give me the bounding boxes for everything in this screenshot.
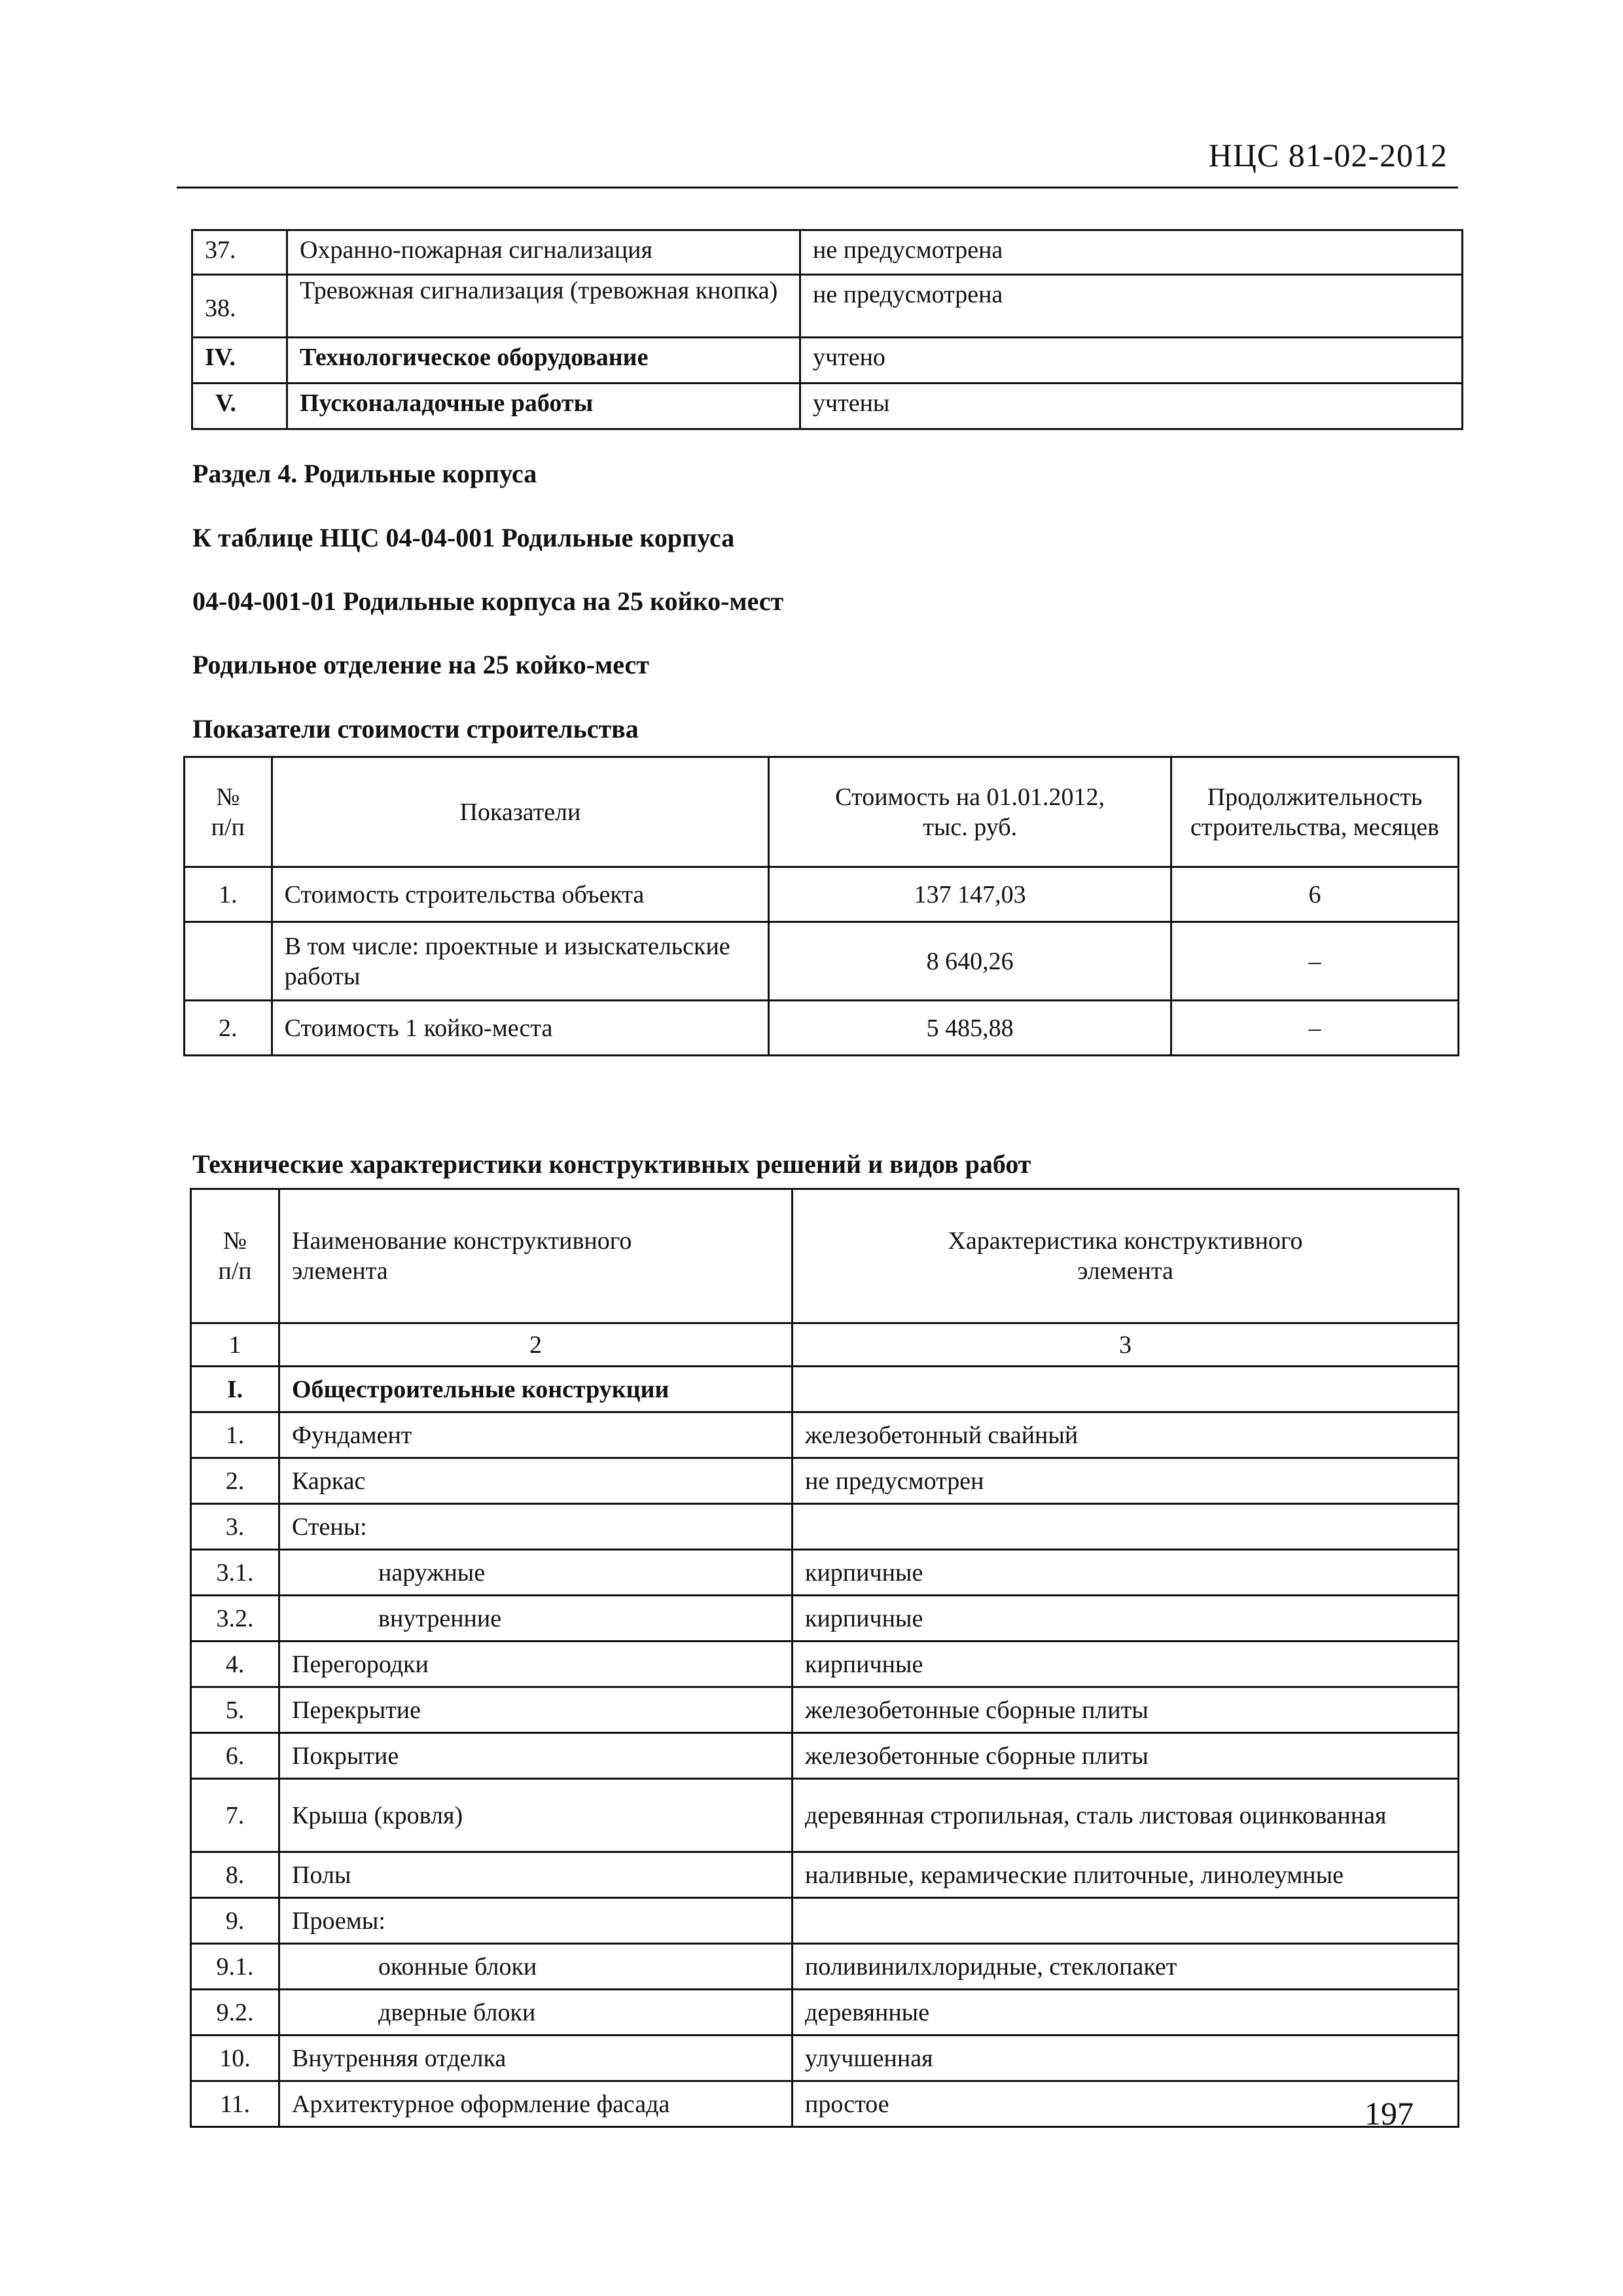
row-element: Покрытие [279, 1733, 793, 1779]
table-row [191, 1367, 1459, 1412]
row-element: Перегородки [279, 1641, 793, 1687]
row-number: 11. [191, 2081, 279, 2127]
col-number: 2 [279, 1323, 793, 1367]
table-row [191, 1458, 1459, 1504]
row-value: железобетонный свайный [793, 1412, 1459, 1458]
row-number: 3.1. [191, 1550, 279, 1596]
header-rule [177, 187, 1458, 188]
row-number: 3. [191, 1504, 279, 1550]
row-name: Пусконаладочные работы [287, 384, 800, 429]
row-value: простое [793, 2081, 1459, 2127]
row-value: деревянная стропильная, сталь листовая оцинкованная [793, 1779, 1459, 1852]
row-element: Перекрытие [279, 1687, 793, 1733]
cost-table [183, 756, 1459, 1056]
column-number-row [191, 1323, 1459, 1367]
top-table [191, 229, 1463, 430]
page-number: 197 [1364, 2095, 1414, 2132]
row-value: кирпичные [793, 1596, 1459, 1641]
table-row [191, 1779, 1459, 1852]
row-element: Фундамент [279, 1412, 793, 1458]
table-row [191, 1596, 1459, 1641]
row-number: 1. [185, 867, 272, 922]
header-characteristic: Характеристика конструктивного элемента [793, 1189, 1459, 1323]
row-value: деревянные [793, 1990, 1459, 2036]
row-cost: 5 485,88 [769, 1001, 1171, 1056]
row-value: поливинилхлоридные, стеклопакет [793, 1944, 1459, 1990]
row-number: 1. [191, 1412, 279, 1458]
row-value: учтено [800, 338, 1463, 384]
row-name: Технологическое оборудование [287, 338, 800, 384]
col-number: 3 [793, 1323, 1459, 1367]
subitem-heading: Родильное отделение на 25 койко-мест [192, 650, 649, 679]
table-row [192, 275, 1463, 338]
row-number: 6. [191, 1733, 279, 1779]
row-number: 37. [192, 230, 287, 275]
row-name: Тревожная сигнализация (тревожная кнопка) [287, 275, 800, 338]
table-header-row [185, 757, 1459, 867]
tech-table-title: Технические характеристики конструктивных решений и видов работ [192, 1149, 1031, 1179]
row-value: железобетонные сборные плиты [793, 1687, 1459, 1733]
document-code: НЦС 81-02-2012 [1208, 137, 1448, 173]
row-element: наружные [279, 1550, 793, 1596]
table-row [191, 1944, 1459, 1990]
row-number: 7. [191, 1779, 279, 1852]
row-element: Общестроительные конструкции [279, 1367, 793, 1412]
row-number: IV. [192, 338, 287, 384]
item-heading: 04-04-001-01 Родильные корпуса на 25 койко-мест [192, 586, 784, 616]
tech-table [190, 1188, 1459, 2128]
row-number: 9. [191, 1898, 279, 1944]
row-value: кирпичные [793, 1550, 1459, 1596]
section-heading: Раздел 4. Родильные корпуса [192, 459, 537, 488]
row-number [185, 922, 272, 1001]
table-row [191, 1898, 1459, 1944]
table-row [191, 1990, 1459, 2036]
row-value [793, 1898, 1459, 1944]
table-row [191, 1687, 1459, 1733]
header-cost: Стоимость на 01.01.2012, тыс. руб. [769, 757, 1171, 867]
table-row [191, 1852, 1459, 1898]
row-indicator: Стоимость строительства объекта [272, 867, 769, 922]
row-duration: – [1171, 922, 1459, 1001]
row-value: учтены [800, 384, 1463, 429]
table-row [191, 1641, 1459, 1687]
cost-table-title: Показатели стоимости строительства [192, 714, 639, 744]
header-num: № п/п [185, 757, 272, 867]
row-cost: 137 147,03 [769, 867, 1171, 922]
row-number: 38. [192, 275, 287, 338]
row-name: Охранно-пожарная сигнализация [287, 230, 800, 275]
row-element: внутренние [279, 1596, 793, 1641]
col-number: 1 [191, 1323, 279, 1367]
table-row [191, 1504, 1459, 1550]
row-element: Внутренняя отделка [279, 2036, 793, 2081]
row-value [793, 1504, 1459, 1550]
table-ref-heading: К таблице НЦС 04-04-001 Родильные корпуса [192, 523, 735, 552]
table-row [191, 2036, 1459, 2081]
table-row [185, 1001, 1459, 1056]
table-row [192, 338, 1463, 384]
row-value: железобетонные сборные плиты [793, 1733, 1459, 1779]
row-duration: 6 [1171, 867, 1459, 922]
row-number: 5. [191, 1687, 279, 1733]
header-num: № п/п [191, 1189, 279, 1323]
table-row [191, 1550, 1459, 1596]
row-element: Полы [279, 1852, 793, 1898]
row-value: не предусмотрена [800, 230, 1463, 275]
row-number: 4. [191, 1641, 279, 1687]
table-row [185, 922, 1459, 1001]
row-element: оконные блоки [279, 1944, 793, 1990]
row-value: кирпичные [793, 1641, 1459, 1687]
table-row [191, 2081, 1459, 2127]
table-header-row [191, 1189, 1459, 1323]
table-row [191, 1733, 1459, 1779]
row-element: Архитектурное оформление фасада [279, 2081, 793, 2127]
row-number: 2. [185, 1001, 272, 1056]
row-number: 8. [191, 1852, 279, 1898]
header-indicator: Показатели [272, 757, 769, 867]
row-number: 9.2. [191, 1990, 279, 2036]
row-indicator: В том числе: проектные и изыскательские работы [272, 922, 769, 1001]
row-cost: 8 640,26 [769, 922, 1171, 1001]
header-element: Наименование конструктивного элемента [279, 1189, 793, 1323]
row-number: 9.1. [191, 1944, 279, 1990]
row-element: Крыша (кровля) [279, 1779, 793, 1852]
row-value: улучшенная [793, 2036, 1459, 2081]
row-value: не предусмотрен [793, 1458, 1459, 1504]
row-number: 2. [191, 1458, 279, 1504]
row-element: Стены: [279, 1504, 793, 1550]
row-element: Каркас [279, 1458, 793, 1504]
header-duration: Продолжительность строительства, месяцев [1171, 757, 1459, 867]
row-duration: – [1171, 1001, 1459, 1056]
table-row [191, 1412, 1459, 1458]
row-value: не предусмотрена [800, 275, 1463, 338]
row-number: 3.2. [191, 1596, 279, 1641]
row-element: Проемы: [279, 1898, 793, 1944]
row-number: V. [192, 384, 287, 429]
row-value [793, 1367, 1459, 1412]
row-number: 10. [191, 2036, 279, 2081]
row-number: I. [191, 1367, 279, 1412]
row-element: дверные блоки [279, 1990, 793, 2036]
table-row [192, 384, 1463, 429]
table-row [192, 230, 1463, 275]
table-row [185, 867, 1459, 922]
row-indicator: Стоимость 1 койко-места [272, 1001, 769, 1056]
row-value: наливные, керамические плиточные, линолеумные [793, 1852, 1459, 1898]
